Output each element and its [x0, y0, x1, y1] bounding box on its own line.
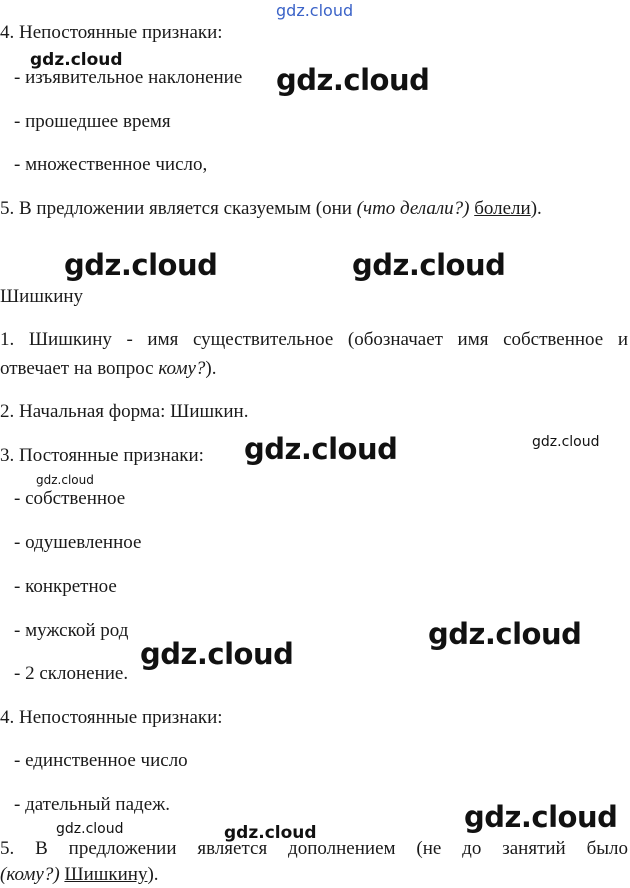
section-heading: Шишкину	[0, 286, 84, 307]
line-4-nonconstant-features: 4. Непостоянные признаки:	[0, 22, 223, 43]
question-italic: кому?	[158, 358, 206, 379]
watermark-logo: gdz.cloud	[30, 50, 123, 70]
watermark-logo: gdz.cloud	[532, 434, 600, 450]
line-singular: - единственное число	[14, 750, 188, 771]
line-proper: - собственное	[14, 488, 126, 509]
underlined-word: болели	[474, 198, 531, 219]
line-4-nonconstant-features-2: 4. Непостоянные признаки:	[0, 707, 223, 728]
watermark-logo: gdz.cloud	[428, 617, 582, 651]
watermark-logo: gdz.cloud	[276, 1, 354, 20]
line-number: - множественное число,	[14, 154, 208, 175]
line-3-constant-features: 3. Постоянные признаки:	[0, 445, 204, 466]
line-1-part-of-speech: 1. Шишкину - имя существительное (обозначает имя собственное и	[0, 329, 628, 350]
line-5-object: 5. В предложении является дополнением (не до занятий было	[0, 838, 628, 859]
line-animate: - одушевленное	[14, 532, 142, 553]
text-end: ).	[530, 198, 542, 219]
line-mood: - изъявительное наклонение	[14, 67, 243, 88]
underlined-word: Шишкину	[64, 864, 148, 885]
text: 5. В предложении является сказуемым (они	[0, 198, 357, 219]
watermark-logo: gdz.cloud	[464, 800, 618, 834]
watermark-logo: gdz.cloud	[64, 248, 218, 282]
watermark-logo: gdz.cloud	[36, 473, 94, 487]
line-declension: - 2 склонение.	[14, 663, 129, 684]
question-italic: (что делали?)	[356, 198, 470, 219]
watermark-logo: gdz.cloud	[276, 63, 430, 97]
line-tense: - прошедшее время	[14, 111, 171, 132]
watermark-logo: gdz.cloud	[140, 637, 294, 671]
line-concrete: - конкретное	[14, 576, 117, 597]
line-5-predicate	[0, 198, 542, 220]
line-dative: - дательный падеж.	[14, 794, 170, 815]
text: отвечает на вопрос	[0, 358, 159, 379]
line-1-continued	[0, 358, 216, 380]
watermark-logo: gdz.cloud	[56, 821, 124, 837]
text-end: ).	[147, 864, 159, 885]
question-italic: (кому?)	[0, 864, 60, 885]
watermark-logo: gdz.cloud	[224, 823, 317, 843]
line-5-continued	[0, 864, 159, 886]
line-2-initial-form: 2. Начальная форма: Шишкин.	[0, 401, 249, 422]
watermark-logo: gdz.cloud	[244, 432, 398, 466]
watermark-logo: gdz.cloud	[352, 248, 506, 282]
text-end: ).	[205, 358, 217, 379]
line-gender: - мужской род	[14, 620, 129, 641]
